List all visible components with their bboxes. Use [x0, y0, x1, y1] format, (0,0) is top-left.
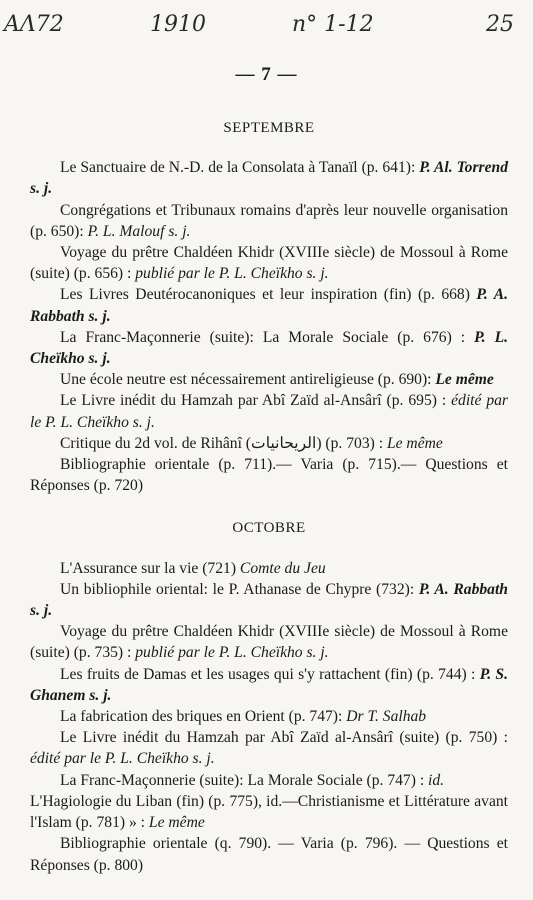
section-title: SEPTEMBRE: [223, 120, 315, 136]
entry-text: Les Livres Deutérocanoniques et leur inspiration (fin) (p. 668): [60, 286, 477, 304]
list-item: [30, 770, 508, 791]
entry-text: Le Livre inédit du Hamzah par Abî Zaïd al-Ansârî (p. 695) :: [60, 392, 452, 410]
entry-text: La Franc-Maçonnerie (suite): La Morale Sociale (p. 676) :: [60, 328, 475, 346]
list-item: [30, 284, 508, 326]
list-item: [30, 579, 508, 621]
entry-text: Le Livre inédit du Hamzah par Abî Zaïd al-Ansârî (suite) (p. 750) :: [60, 729, 508, 747]
entry-author: Dr T. Salhab: [346, 708, 427, 726]
section-octobre: [30, 518, 508, 875]
entry-author: P. S. Ghanem s. j.: [30, 665, 508, 704]
entry-author: Comte du Jeu: [239, 559, 326, 577]
entry-text: L'Assurance sur la vie (721): [60, 559, 240, 577]
entry-text: La Franc-Maçonnerie (suite): La Morale Sociale (p. 747) :: [60, 771, 429, 789]
list-item: [30, 433, 508, 454]
list-item: [30, 157, 508, 199]
entry-author: P. A. Rabbath s. j.: [30, 286, 508, 325]
list-item: [30, 390, 508, 432]
entry-text: Un bibliophile oriental: le P. Athanase de Chypre (732):: [60, 580, 419, 598]
handwritten-note-far-right: 25: [486, 12, 514, 37]
entry-author: P. L. Cheïkho s. j.: [30, 328, 508, 368]
entry-author: publié par le P. L. Cheïkho s. j.: [135, 265, 329, 283]
page-number: — 7 —: [235, 64, 298, 85]
list-item: [30, 558, 508, 579]
handwritten-note-center: 1910: [150, 12, 206, 37]
entry-text: Bibliographie orientale (p. 711).— Varia (p. 715).— Questions et Réponses (p. 720): [30, 456, 508, 495]
list-item: [30, 454, 508, 496]
list-item: [30, 664, 508, 706]
entry-author: Le même: [435, 371, 494, 389]
entry-text: Une école neutre est nécessairement antireligieuse (p. 690):: [60, 371, 436, 389]
entry-author: P. L. Malouf s. j.: [87, 222, 191, 240]
section-septembre: [30, 118, 508, 496]
entry-text: Congrégations et Tribunaux romains d'après leur nouvelle organisation (p. 650):: [30, 201, 508, 240]
section-title: OCTOBRE: [232, 520, 306, 537]
list-item: [30, 833, 508, 875]
entry-text: L'Hagiologie du Liban (fin) (p. 775), id.—Christianisme et Littérature avant l'Islam (p. 781) » :: [30, 792, 508, 832]
entry-text: La fabrication des briques en Orient (p. 747):: [60, 708, 347, 726]
entry-text: Le Sanctuaire de N.-D. de la Consolata à Tanaïl (p. 641):: [60, 159, 420, 177]
handwritten-note-left: ΑΛ72: [4, 12, 64, 37]
entry-author: publié par le P. L. Cheïkho s. j.: [135, 644, 329, 662]
table-of-contents: [30, 118, 508, 876]
entry-author: édité par le P. L. Cheïkho s. j.: [30, 392, 508, 431]
list-item: [30, 727, 508, 769]
entry-author: édité par le P. L. Cheïkho s. j.: [30, 750, 215, 768]
entry-author: Le même: [386, 434, 443, 452]
list-item: [30, 242, 508, 284]
entry-text: Les fruits de Damas et les usages qui s'y rattachent (fin) (p. 744) :: [60, 665, 480, 683]
list-item: [30, 369, 508, 390]
entry-author: P. Al. Torrend s. j.: [30, 159, 508, 198]
list-item: [30, 621, 508, 663]
list-item: [30, 791, 508, 833]
list-item: [30, 200, 508, 242]
entry-text: Critique du 2d vol. de Rihânî (الريحانيات) (p. 703) :: [60, 434, 387, 452]
list-item: [30, 327, 508, 369]
entry-author: P. A. Rabbath s. j.: [30, 580, 508, 620]
entry-author: id.: [428, 771, 445, 789]
entry-text: Bibliographie orientale (q. 790). — Varia (p. 796). — Questions et Réponses (p. 800): [30, 835, 508, 874]
entry-author: Le même: [148, 814, 205, 832]
list-item: [30, 706, 508, 727]
handwritten-note-right: n° 1-12: [292, 12, 374, 37]
entry-text: Voyage du prêtre Chaldéen Khidr (XVIIIe siècle) de Mossoul à Rome (suite) (p. 735) :: [30, 623, 508, 662]
entry-text: Voyage du prêtre Chaldéen Khidr (XVIIIe siècle) de Mossoul à Rome (suite) (p. 656) :: [30, 244, 508, 283]
